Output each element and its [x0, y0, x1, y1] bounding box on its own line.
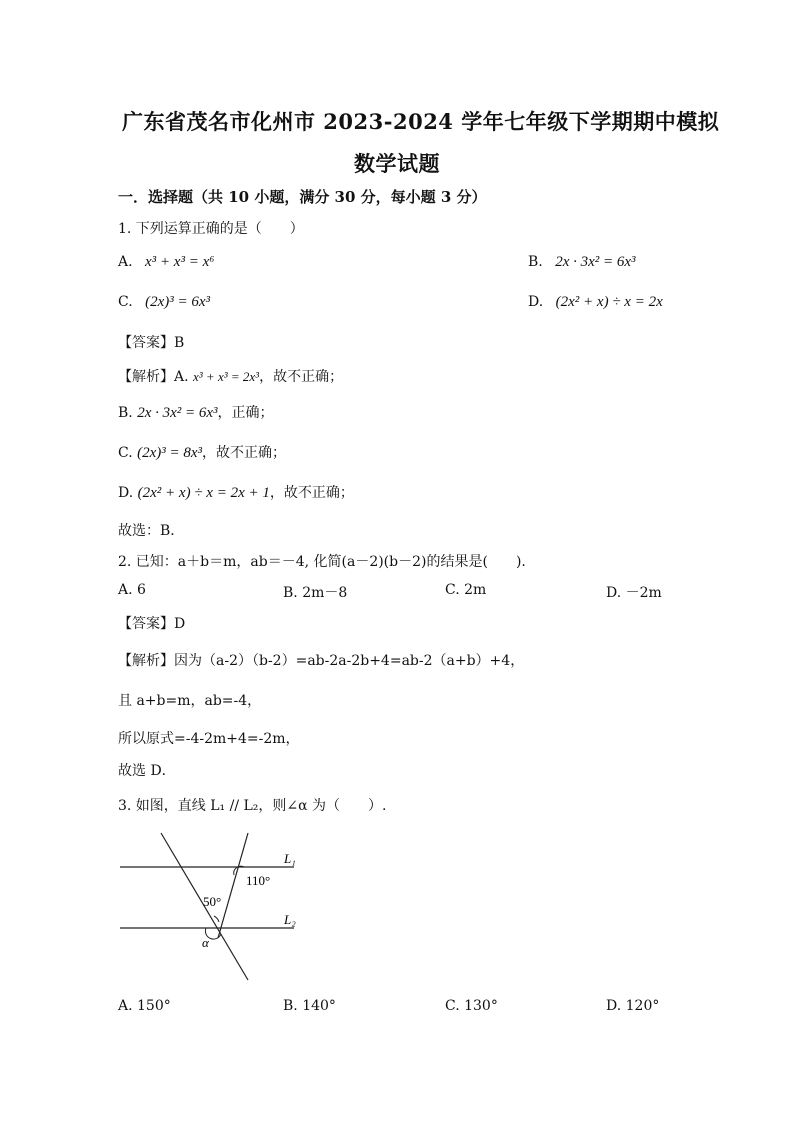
q1-option-d-expr: (2x² + x) ÷ x = 2x	[555, 294, 663, 310]
q1-analysis-a-note: ，故不正确；	[259, 369, 344, 385]
q3-option-d: D. 120°	[606, 998, 660, 1014]
q1-option-d-letter: D.	[528, 294, 544, 310]
q1-analysis-d-expr: (2x² + x) ÷ x = 2x + 1	[137, 485, 270, 501]
q1-option-c-expr: (2x)³ = 6x³	[145, 294, 211, 310]
q2-answer: 【答案】D	[118, 616, 186, 632]
label-l1: L₁	[284, 851, 296, 866]
label-angle-110: 110°	[246, 873, 271, 888]
q1-option-b-expr: 2x · 3x² = 6x³	[555, 254, 636, 270]
q1-analysis-c-prefix: C.	[118, 445, 133, 461]
label-alpha: α	[202, 935, 209, 950]
q1-answer: 【答案】B	[118, 335, 185, 351]
q1-analysis-b-expr: 2x · 3x² = 6x³	[137, 405, 218, 421]
q1-analysis-label: 【解析】A.	[118, 369, 189, 385]
q2-analysis-line2: 且 a+b=m，ab=-4，	[118, 693, 262, 709]
q2-analysis-line1: 【解析】因为（a-2）（b-2）=ab-2a-2b+4=ab-2（a+b）+4，	[118, 653, 525, 669]
q1-conclusion: 故选：B．	[118, 523, 185, 539]
q1-option-a-letter: A.	[118, 254, 133, 270]
q1-option-a	[118, 254, 214, 271]
q1-option-b-letter: B.	[528, 254, 543, 270]
q1-option-c	[118, 294, 210, 311]
page-subtitle: 数学试题	[354, 151, 440, 176]
angle-50-arc	[214, 916, 219, 922]
q1-analysis-c-expr: (2x)³ = 8x³	[137, 445, 203, 461]
q3-option-a: A. 150°	[118, 998, 171, 1014]
q2-stem: 2. 已知：a＋b＝m，ab＝－4, 化简(a－2)(b－2)的结果是( ).	[118, 554, 526, 570]
q1-option-d	[528, 294, 663, 311]
q1-analysis-c	[118, 442, 286, 462]
section-heading: 一．选择题（共 10 小题，满分 30 分，每小题 3 分）	[118, 188, 487, 206]
q1-option-b	[528, 254, 636, 271]
q3-figure	[118, 830, 308, 982]
q1-option-c-letter: C.	[118, 294, 133, 310]
q2-option-d: D. －2m	[606, 585, 662, 601]
q2-option-a: A. 6	[118, 582, 146, 598]
q1-analysis-d-prefix: D.	[118, 485, 134, 501]
q3-stem: 3. 如图，直线 L₁ // L₂，则∠α 为（ ）.	[118, 798, 387, 814]
q2-conclusion: 故选 D．	[118, 763, 176, 779]
label-angle-50: 50°	[203, 894, 222, 909]
label-l2: L₂	[284, 912, 296, 927]
page-title: 广东省茂名市化州市 2023-2024 学年七年级下学期期中模拟	[122, 109, 720, 134]
q3-option-c: C. 130°	[445, 998, 498, 1014]
q1-analysis-b-note: ，正确；	[217, 405, 274, 421]
q1-stem: 1. 下列运算正确的是（ ）	[118, 221, 304, 237]
q1-analysis-a	[118, 366, 343, 386]
q1-option-a-expr: x³ + x³ = x⁶	[145, 254, 215, 270]
parallel-lines-diagram	[118, 830, 308, 982]
q1-analysis-c-note: ，故不正确；	[202, 445, 287, 461]
q2-option-c: C. 2m	[445, 582, 487, 598]
q1-analysis-d-note: ，故不正确；	[269, 485, 354, 501]
q1-analysis-a-expr: x³ + x³ = 2x³	[193, 369, 260, 384]
q1-analysis-d	[118, 482, 354, 502]
q2-option-b: B. 2m－8	[283, 585, 348, 601]
q1-analysis-b-prefix: B.	[118, 405, 133, 421]
q2-analysis-line3: 所以原式=-4-2m+4=-2m，	[118, 731, 300, 747]
q1-analysis-b	[118, 402, 274, 422]
transversal-2	[218, 833, 248, 938]
q3-option-b: B. 140°	[283, 998, 336, 1014]
